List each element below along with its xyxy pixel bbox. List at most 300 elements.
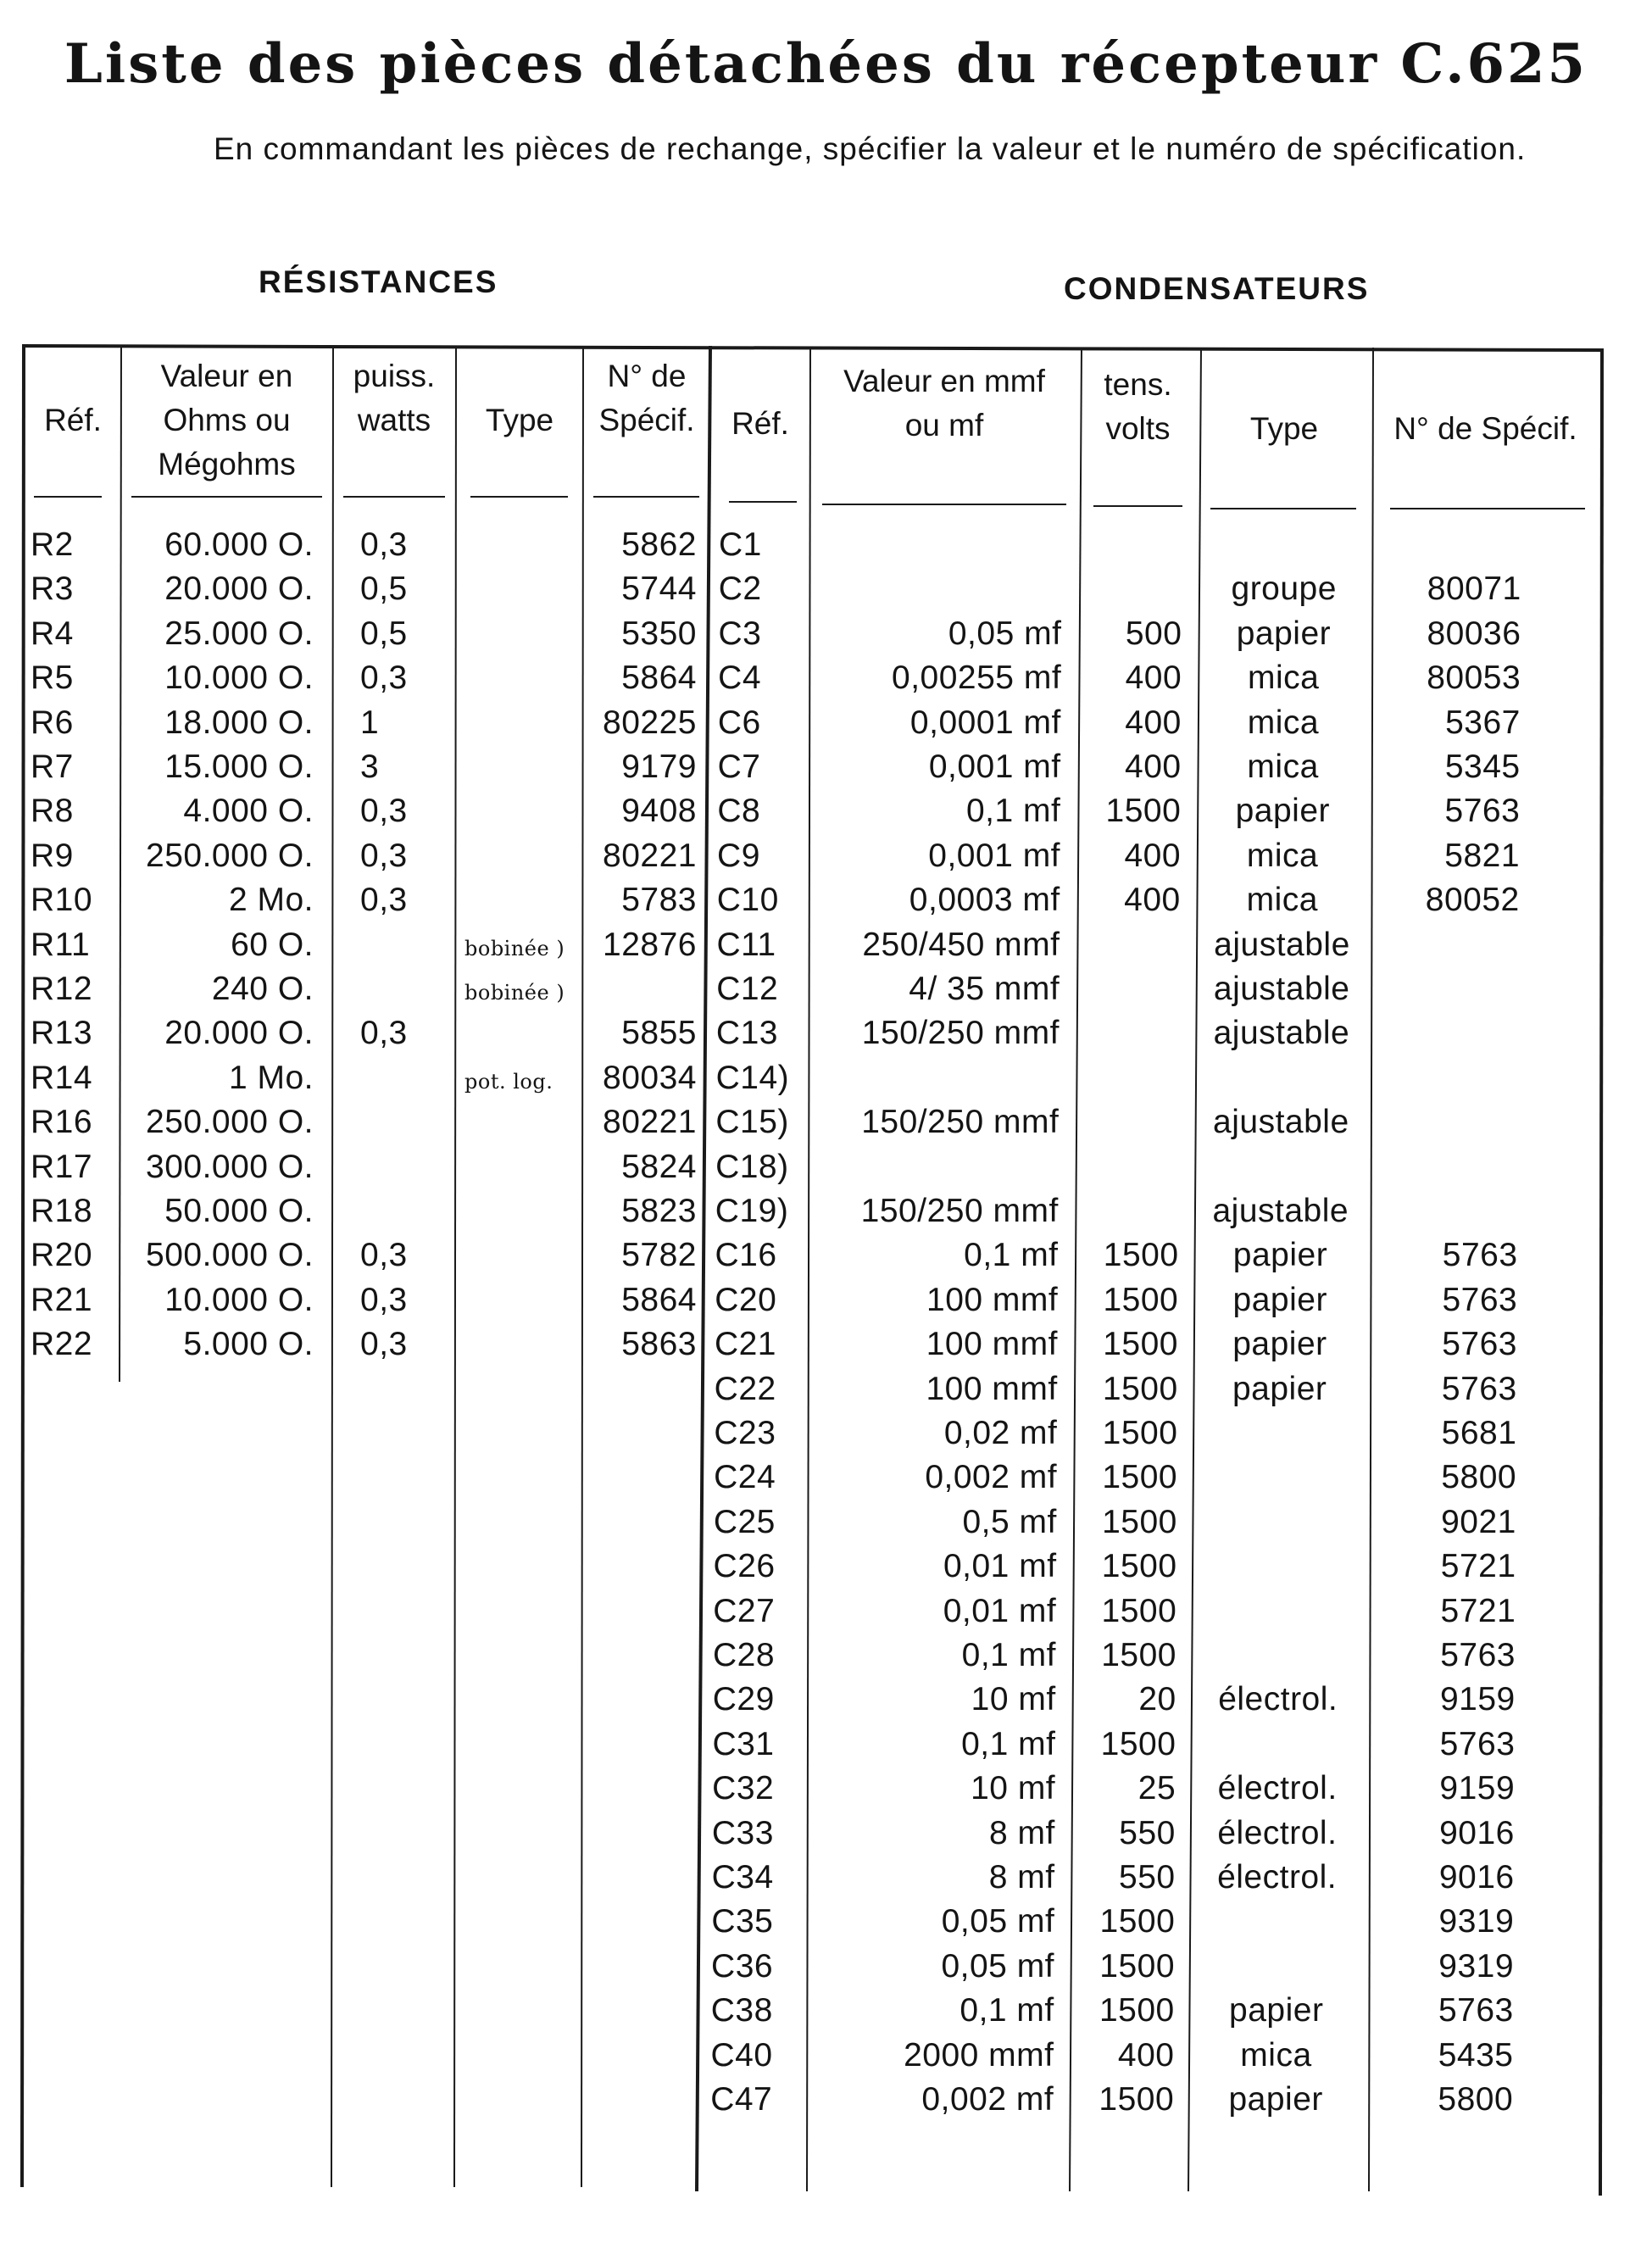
table-top-border: [22, 346, 1604, 350]
res-header-valeur-2: Ohms ou: [163, 403, 291, 437]
cond-tens: 400: [1125, 749, 1182, 785]
res-type: [464, 838, 583, 882]
cond-specif: 9319: [1438, 1947, 1515, 1984]
cond-tens: 1500: [1099, 1992, 1175, 2029]
res-specif: 9408: [621, 793, 697, 830]
res-ref: R12: [31, 971, 93, 1007]
cond-type: [1196, 1945, 1357, 1989]
res-puiss: 0,3: [360, 837, 408, 874]
cond-specif: 5800: [1438, 2081, 1514, 2118]
intro-paragraph: En commandant les pièces de rechange, spécifier la valeur et le numéro de spécification.: [214, 131, 1527, 166]
cond-type: mica: [1240, 2036, 1312, 2074]
cond-valeur: 250/450 mmf: [862, 926, 1060, 963]
res-ref: R21: [31, 1281, 93, 1318]
cond-tens: 400: [1124, 837, 1182, 874]
res-specif: 5864: [621, 660, 697, 697]
res-specif: 5350: [621, 615, 697, 652]
cond-tens: 1500: [1102, 1459, 1178, 1496]
cond-type: papier: [1232, 1281, 1327, 1318]
res-type: bobinée ): [464, 936, 565, 960]
cond-specif: 80052: [1425, 882, 1520, 919]
cond-valeur: 150/250 mmf: [861, 1104, 1060, 1141]
cond-valeur: 2000 mmf: [904, 2036, 1054, 2074]
cond-tens: 1500: [1099, 1903, 1176, 1940]
cond-ref: C23: [714, 1415, 776, 1451]
res-ref: R8: [31, 793, 74, 830]
cond-specif: [1375, 1056, 1519, 1100]
cond-ref: C3: [718, 615, 762, 652]
cond-valeur: 0,1 mf: [964, 1237, 1059, 1274]
cond-type: papier: [1232, 1326, 1327, 1363]
cond-tens: [1078, 967, 1180, 1011]
res-col-sep-1: [120, 346, 121, 1382]
cond-tens: [1081, 523, 1182, 567]
cond-valeur: [812, 567, 1062, 611]
res-valeur: 60 O.: [231, 926, 314, 963]
res-puiss: 0,3: [360, 793, 408, 830]
cond-header-tens-2: volts: [1105, 411, 1171, 446]
cond-valeur: 10 mf: [971, 1681, 1056, 1718]
cond-tens: [1077, 1100, 1179, 1144]
res-header-type: Type: [485, 403, 554, 437]
cond-valeur: 0,05 mf: [948, 615, 1062, 652]
cond-type: mica: [1247, 749, 1319, 785]
res-specif: 12876: [603, 926, 697, 963]
cond-specif: 5763: [1442, 1326, 1517, 1363]
res-specif: 5864: [621, 1281, 697, 1318]
res-valeur: 1 Mo.: [228, 1059, 314, 1096]
res-specif: 5862: [621, 526, 697, 563]
cond-tens: 1500: [1102, 1370, 1178, 1407]
cond-tens: 400: [1125, 660, 1182, 697]
res-type: [464, 1104, 583, 1148]
cond-valeur: 0,00255 mf: [892, 660, 1062, 697]
section-heading-resistances: RÉSISTANCES: [259, 264, 498, 299]
res-valeur: 300.000 O.: [146, 1148, 314, 1185]
cond-valeur: 8 mf: [989, 1814, 1055, 1851]
res-specif: 80034: [603, 1059, 697, 1096]
cond-type: mica: [1246, 882, 1318, 919]
cond-type: papier: [1232, 1237, 1328, 1274]
cond-type: papier: [1236, 615, 1332, 652]
cond-tens: 550: [1119, 1859, 1176, 1895]
cond-specif: 80071: [1427, 571, 1521, 608]
cond-type: ajustable: [1212, 1193, 1349, 1229]
cond-tens: 1500: [1099, 1947, 1176, 1984]
cond-type: [1198, 1634, 1359, 1678]
cond-specif: [1374, 1145, 1518, 1189]
res-type: [464, 749, 583, 793]
cond-type: [1196, 1900, 1357, 1944]
cond-ref: C10: [716, 882, 779, 919]
cond-valeur: 0,05 mf: [941, 1903, 1055, 1940]
cond-valeur: 0,1 mf: [961, 1725, 1056, 1762]
res-type: [464, 1282, 583, 1326]
cond-ref: C12: [716, 971, 779, 1007]
res-puiss: 3: [360, 749, 380, 785]
res-puiss: 0,3: [360, 1326, 408, 1363]
cond-specif: [1377, 523, 1521, 567]
cond-valeur: 0,01 mf: [943, 1592, 1057, 1629]
res-valeur: 500.000 O.: [146, 1237, 314, 1274]
cond-tens: 1500: [1101, 1592, 1177, 1629]
cond-specif: 5763: [1441, 1370, 1517, 1407]
cond-type: papier: [1232, 1370, 1327, 1407]
res-header-specif-2: Spécif.: [598, 403, 695, 437]
cond-type: [1199, 1500, 1360, 1545]
cond-specif: [1375, 923, 1519, 967]
cond-ref: C1: [719, 526, 762, 563]
res-col-sep-2: [331, 346, 333, 2187]
cond-valeur: 0,05 mf: [941, 1947, 1055, 1984]
cond-ref: C22: [714, 1370, 776, 1407]
cond-tens: 1500: [1101, 1548, 1177, 1585]
cond-specif: 5763: [1442, 1237, 1518, 1274]
cond-specif: 5345: [1444, 749, 1521, 785]
res-valeur: 60.000 O.: [164, 526, 314, 563]
cond-tens: [1077, 1189, 1179, 1233]
cond-ref: C29: [712, 1681, 775, 1718]
res-header-puiss-2: watts: [357, 403, 431, 437]
res-ref: R14: [31, 1059, 93, 1096]
cond-tens: 500: [1125, 615, 1182, 652]
cond-tens: 400: [1117, 2036, 1175, 2074]
cond-type: [1199, 1411, 1360, 1456]
cond-header-valeur-2: ou mf: [904, 408, 984, 443]
cond-specif: 5367: [1445, 704, 1521, 741]
res-puiss: 1: [360, 704, 380, 741]
cond-ref: C24: [714, 1459, 776, 1496]
res-header-specif-1: N° de: [607, 359, 687, 393]
res-puiss: 0,5: [360, 571, 408, 608]
res-ref: R22: [31, 1326, 93, 1363]
cond-type: [1201, 1056, 1362, 1100]
cond-type: papier: [1228, 2081, 1323, 2118]
res-valeur: 4.000 O.: [183, 793, 314, 830]
cond-ref: C33: [711, 1814, 774, 1851]
cond-specif: 5435: [1438, 2036, 1514, 2074]
res-puiss: 0,3: [360, 660, 408, 697]
cond-specif: [1374, 1100, 1518, 1144]
table-divider: [697, 346, 710, 2191]
res-specif: 5863: [621, 1326, 697, 1363]
cond-specif: 80053: [1427, 660, 1521, 697]
res-header-puiss-1: puiss.: [353, 359, 436, 393]
res-ref: R16: [31, 1104, 93, 1141]
res-ref: R11: [31, 926, 91, 963]
cond-ref: C9: [717, 837, 760, 874]
cond-ref: C47: [710, 2081, 773, 2118]
cond-header-tens-1: tens.: [1104, 367, 1172, 402]
cond-valeur: 0,5 mf: [962, 1503, 1057, 1540]
res-specif: 5783: [621, 882, 697, 919]
cond-valeur: 150/250 mmf: [860, 1193, 1059, 1229]
cond-specif: 9016: [1438, 1859, 1515, 1895]
cond-type: [1200, 1145, 1361, 1189]
cond-specif: 5681: [1441, 1415, 1517, 1451]
cond-type: groupe: [1231, 571, 1337, 608]
cond-valeur: 0,1 mf: [959, 1992, 1054, 2029]
cond-valeur: 0,002 mf: [921, 2081, 1054, 2118]
res-ref: R13: [31, 1015, 93, 1052]
cond-tens: 1500: [1102, 1415, 1178, 1451]
cond-type: [1204, 523, 1365, 567]
cond-specif: 5763: [1439, 1725, 1516, 1762]
cond-type: électrol.: [1218, 1681, 1338, 1718]
cond-specif: 5800: [1441, 1459, 1517, 1496]
cond-ref: C36: [711, 1947, 774, 1984]
res-puiss: [360, 923, 449, 967]
res-specif: 5824: [621, 1148, 697, 1185]
cond-type: ajustable: [1213, 971, 1350, 1007]
cond-specif: [1375, 967, 1519, 1011]
cond-valeur: 0,001 mf: [928, 837, 1061, 874]
cond-tens: 1500: [1103, 1326, 1178, 1363]
res-header-valeur-3: Mégohms: [158, 447, 296, 482]
res-type: [464, 526, 583, 571]
cond-specif: 5721: [1440, 1548, 1516, 1585]
section-heading-condensateurs: CONDENSATEURS: [1064, 271, 1370, 306]
cond-type: papier: [1235, 793, 1331, 830]
cond-tens: [1078, 1056, 1180, 1100]
cond-tens: 400: [1124, 882, 1181, 919]
res-puiss: [360, 1056, 449, 1100]
cond-type: [1197, 1723, 1358, 1767]
cond-type: [1199, 1456, 1360, 1500]
cond-ref: C7: [717, 749, 761, 785]
res-specif: 5823: [621, 1193, 697, 1229]
res-ref: R10: [31, 882, 93, 919]
table-left-border: [22, 346, 24, 2187]
cond-valeur: 10 mf: [971, 1770, 1056, 1807]
cond-type: [1199, 1545, 1360, 1589]
cond-type: électrol.: [1217, 1814, 1338, 1851]
cond-valeur: 0,0001 mf: [909, 704, 1061, 741]
res-puiss: [360, 967, 449, 1011]
cond-type: ajustable: [1213, 1104, 1349, 1141]
cond-specif: 5763: [1438, 1992, 1514, 2029]
cond-ref: C35: [711, 1903, 774, 1940]
cond-ref: C11: [716, 926, 776, 963]
res-type: [464, 704, 583, 749]
cond-type: électrol.: [1217, 1770, 1338, 1807]
res-specif: 5744: [621, 571, 697, 608]
cond-valeur: 0,01 mf: [943, 1548, 1057, 1585]
cond-tens: 1500: [1105, 793, 1182, 830]
res-valeur: 20.000 O.: [164, 1015, 314, 1052]
cond-valeur: [809, 1056, 1060, 1100]
cond-header-type: Type: [1249, 411, 1319, 446]
cond-valeur: 0,0003 mf: [909, 882, 1060, 919]
res-ref: R9: [31, 837, 74, 874]
res-puiss: 0,3: [360, 882, 408, 919]
cond-tens: [1077, 1145, 1179, 1189]
cond-type: mica: [1247, 704, 1320, 741]
res-ref: R6: [31, 704, 74, 741]
cond-type: mica: [1247, 660, 1320, 697]
cond-valeur: 100 mmf: [926, 1281, 1059, 1318]
res-puiss: 0,3: [360, 1015, 408, 1052]
cond-header-ref: Réf.: [731, 406, 789, 441]
cond-specif: 9319: [1438, 1903, 1515, 1940]
cond-ref: C4: [718, 660, 762, 697]
res-type: [464, 1193, 583, 1237]
cond-tens: 1500: [1099, 2081, 1175, 2118]
cond-type: électrol.: [1217, 1859, 1338, 1895]
cond-valeur: 4/ 35 mmf: [909, 971, 1060, 1007]
res-ref: R4: [31, 615, 74, 652]
res-valeur: 250.000 O.: [146, 837, 314, 874]
res-puiss: [360, 1145, 449, 1189]
res-ref: R20: [31, 1237, 93, 1274]
cond-type: [1198, 1589, 1359, 1634]
cond-tens: [1081, 567, 1182, 611]
cond-header-valeur-1: Valeur en mmf: [843, 364, 1045, 398]
cond-specif: [1375, 1011, 1519, 1055]
cond-valeur: 8 mf: [988, 1859, 1055, 1895]
res-valeur: 25.000 O.: [164, 615, 314, 652]
cond-ref: C31: [712, 1725, 775, 1762]
cond-ref: C2: [718, 571, 762, 608]
cond-specif: 5721: [1440, 1592, 1516, 1629]
cond-header-specif: N° de Spécif.: [1393, 411, 1577, 446]
res-type: [464, 615, 583, 660]
cond-tens: 20: [1138, 1681, 1176, 1718]
cond-tens: 1500: [1100, 1725, 1176, 1762]
cond-valeur: 100 mmf: [926, 1370, 1058, 1407]
res-valeur: 240 O.: [211, 971, 314, 1007]
res-puiss: 0,3: [360, 1237, 408, 1274]
res-specif: [585, 967, 697, 1011]
res-valeur: 2 Mo.: [228, 882, 314, 919]
cond-valeur: [812, 523, 1062, 567]
res-ref: R3: [31, 571, 74, 608]
cond-tens: 550: [1119, 1814, 1176, 1851]
cond-tens: 25: [1137, 1770, 1176, 1807]
cond-ref: C16: [715, 1237, 777, 1274]
res-puiss: [360, 1189, 449, 1233]
cond-type: papier: [1229, 1992, 1324, 2029]
cond-ref: C34: [711, 1859, 774, 1895]
cond-specif: 9016: [1439, 1814, 1515, 1851]
cond-tens: 1500: [1102, 1503, 1177, 1540]
cond-ref: C15): [715, 1104, 789, 1141]
res-ref: R17: [31, 1148, 93, 1185]
cond-valeur: 0,1 mf: [961, 1637, 1056, 1673]
res-valeur: 5.000 O.: [183, 1326, 314, 1363]
cond-specif: 9021: [1441, 1503, 1516, 1540]
res-type: [464, 882, 583, 926]
res-ref: R18: [31, 1193, 93, 1229]
cond-specif: 9159: [1439, 1681, 1516, 1718]
res-type: [464, 1237, 583, 1281]
cond-specif: 5821: [1444, 837, 1521, 874]
table-right-border: [1600, 349, 1602, 2196]
cond-valeur: 0,002 mf: [925, 1459, 1058, 1496]
cond-ref: C38: [710, 1992, 773, 2029]
res-ref: R5: [31, 660, 74, 697]
res-valeur: 10.000 O.: [164, 660, 314, 697]
cond-type: ajustable: [1213, 1015, 1350, 1052]
res-valeur: 250.000 O.: [146, 1104, 314, 1141]
res-ref: R7: [31, 749, 74, 785]
cond-ref: C40: [710, 2036, 773, 2074]
cond-tens: 400: [1125, 704, 1182, 741]
res-specif: 80225: [603, 704, 697, 741]
cond-valeur: 0,001 mf: [928, 749, 1061, 785]
res-type: [464, 1326, 583, 1370]
res-type: [464, 571, 583, 615]
res-valeur: 10.000 O.: [164, 1281, 314, 1318]
res-specif: 5855: [621, 1015, 697, 1052]
res-header-ref: Réf.: [44, 403, 102, 437]
cond-valeur: 0,02 mf: [943, 1415, 1058, 1451]
cond-ref: C20: [715, 1281, 777, 1318]
res-type: pot. log.: [464, 1069, 553, 1094]
cond-ref: C25: [713, 1503, 776, 1540]
res-valeur: 18.000 O.: [164, 704, 314, 741]
res-valeur: 50.000 O.: [164, 1193, 314, 1229]
cond-valeur: 0,1 mf: [965, 793, 1061, 830]
cond-valeur: 100 mmf: [926, 1326, 1058, 1363]
cond-type: ajustable: [1214, 926, 1350, 963]
cond-specif: [1374, 1189, 1518, 1233]
cond-valeur: [809, 1145, 1059, 1189]
cond-specif: 5763: [1440, 1637, 1516, 1673]
res-puiss: [360, 1100, 449, 1144]
cond-specif: 5763: [1444, 793, 1521, 830]
res-valeur: 20.000 O.: [164, 571, 314, 608]
res-puiss: 0,3: [360, 526, 408, 563]
res-type: [464, 1015, 583, 1059]
cond-valeur: 150/250 mmf: [861, 1015, 1060, 1052]
cond-ref: C6: [717, 704, 761, 741]
cond-tens: [1078, 923, 1180, 967]
res-valeur: 15.000 O.: [164, 749, 314, 785]
res-type: [464, 793, 583, 837]
cond-ref: C13: [715, 1015, 778, 1052]
res-ref: R2: [31, 526, 74, 563]
res-type: [464, 1149, 583, 1193]
res-specif: 9179: [621, 749, 697, 785]
cond-ref: C21: [714, 1326, 776, 1363]
cond-ref: C14): [715, 1059, 790, 1096]
cond-specif: 5763: [1442, 1281, 1518, 1318]
cond-tens: 1500: [1103, 1237, 1179, 1274]
cond-ref: C28: [713, 1637, 776, 1673]
cond-specif: 9159: [1439, 1770, 1516, 1807]
cond-type: mica: [1246, 837, 1319, 874]
res-col-sep-3: [454, 346, 456, 2187]
res-puiss: 0,3: [360, 1281, 408, 1318]
res-type: bobinée ): [464, 981, 565, 1005]
res-specif: 80221: [603, 837, 697, 874]
res-puiss: 0,5: [360, 615, 408, 652]
cond-tens: 1500: [1101, 1637, 1176, 1673]
cond-ref: C18): [715, 1148, 789, 1185]
cond-tens: [1078, 1011, 1180, 1055]
res-header-valeur-1: Valeur en: [160, 359, 293, 393]
cond-ref: C26: [713, 1548, 776, 1585]
cond-ref: C32: [712, 1770, 775, 1807]
page-title: Liste des pièces détachées du récepteur C.625: [64, 32, 1588, 96]
cond-ref: C8: [717, 793, 761, 830]
cond-specif: 80036: [1427, 615, 1521, 652]
res-specif: 80221: [603, 1104, 697, 1141]
cond-ref: C19): [715, 1193, 789, 1229]
cond-ref: C27: [713, 1592, 776, 1629]
cond-tens: 1500: [1103, 1281, 1179, 1318]
